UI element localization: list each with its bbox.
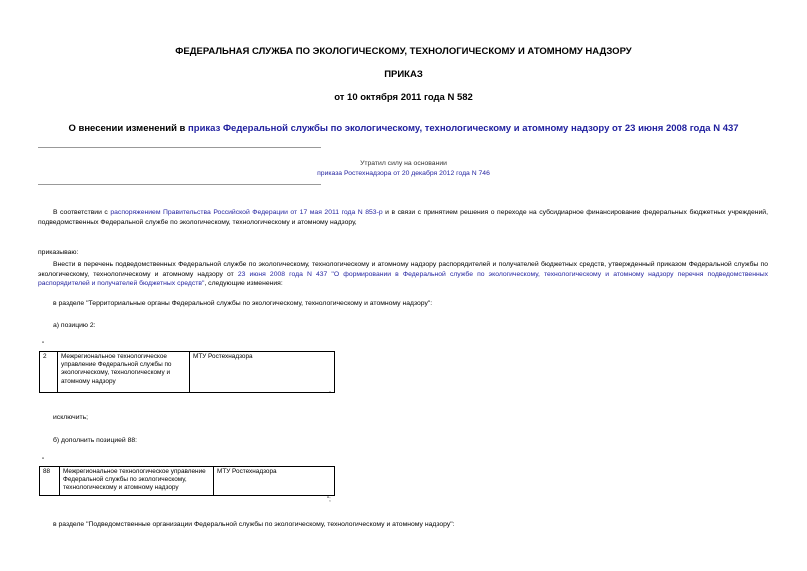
document-title (0, 123, 807, 134)
government-order-link[interactable]: распоряжением Правительства Российской Федерации от 17 мая 2011 года N 853-р (110, 209, 383, 216)
table2-close-quote: "; (327, 497, 331, 503)
position-name: Межрегиональное технологическое управление Федеральной службы по экологическому, технологическому и атомному надзору (60, 467, 214, 496)
table-row (40, 467, 335, 496)
table1-open-quote: " (42, 342, 45, 348)
clause-1-paragraph (38, 260, 768, 289)
table-row (40, 352, 335, 393)
table2-open-quote: " (42, 458, 45, 464)
position-2-table (39, 351, 335, 393)
date-number: от 10 октября 2011 года N 582 (334, 92, 473, 103)
preamble-paragraph (38, 208, 768, 227)
clause-1-text-end: , следующие изменения: (204, 280, 283, 288)
amended-order-link[interactable]: приказ Федеральной службы по экологическому, технологическому и атомному надзору от 23 июня 2008 года N 437 (188, 123, 739, 134)
position-name: Межрегиональное технологическое управление Федеральной службы по экологическому, технологическому и атомному надзору (58, 352, 190, 393)
document-type: ПРИКАЗ (384, 69, 423, 80)
table1-close-quote: " (329, 392, 332, 398)
repeal-order-link[interactable]: приказа Ростехнадзора от 20 декабря 2012 года N 746 (317, 170, 490, 177)
order-word: приказываю: (38, 249, 79, 256)
item-a: а) позицию 2: (53, 322, 96, 329)
title-prefix: О внесении изменений в (68, 123, 189, 134)
section-territorial-heading: в разделе "Территориальные органы Федеральной службы по экологическому, технологическому и атомному надзору": (53, 300, 433, 307)
position-abbreviation: МТУ Ростехнадзора (214, 467, 335, 496)
order-437-link[interactable]: 23 июня 2008 года N 437 "О формировании в Федеральной службе по экологическому, технологическому и атомному надзору перечня подведомственных распорядителей и получателей бюджетных средств" (38, 270, 768, 288)
position-abbreviation: МТУ Ростехнадзора (190, 352, 335, 393)
divider-top (38, 147, 321, 148)
status-note: Утратил силу на основании (360, 160, 447, 167)
agency-heading: ФЕДЕРАЛЬНАЯ СЛУЖБА ПО ЭКОЛОГИЧЕСКОМУ, ТЕХНОЛОГИЧЕСКОМУ И АТОМНОМУ НАДЗОРУ (175, 46, 632, 57)
position-number: 88 (40, 467, 60, 496)
clause-1-text-start: Внести в перечень подведомственных Федеральной службе по экологическому, технологическому и атомному надзору распорядителей и получателей бюджетных средств, утвержденный приказом Федеральной службы по экологическому, технологическому и атомному надзору от (38, 261, 768, 278)
divider-bottom (38, 184, 321, 185)
position-88-table (39, 466, 335, 496)
position-number: 2 (40, 352, 58, 393)
section-organizations-heading: в разделе "Подведомственные организации Федеральной службы по экологическому, технологическому и атомному надзору": (53, 521, 455, 528)
preamble-text-end: и в связи с принятием решения о переходе на субсидиарное финансирование федеральных бюджетных учреждений, подведомственных Федеральной службе по экологическому, технологическому и атомному надзору, (38, 209, 768, 226)
exclude-instruction: исключить; (53, 414, 89, 421)
preamble-text-start: В соответствии с (53, 209, 111, 216)
item-b: б) дополнить позицией 88: (53, 437, 138, 444)
